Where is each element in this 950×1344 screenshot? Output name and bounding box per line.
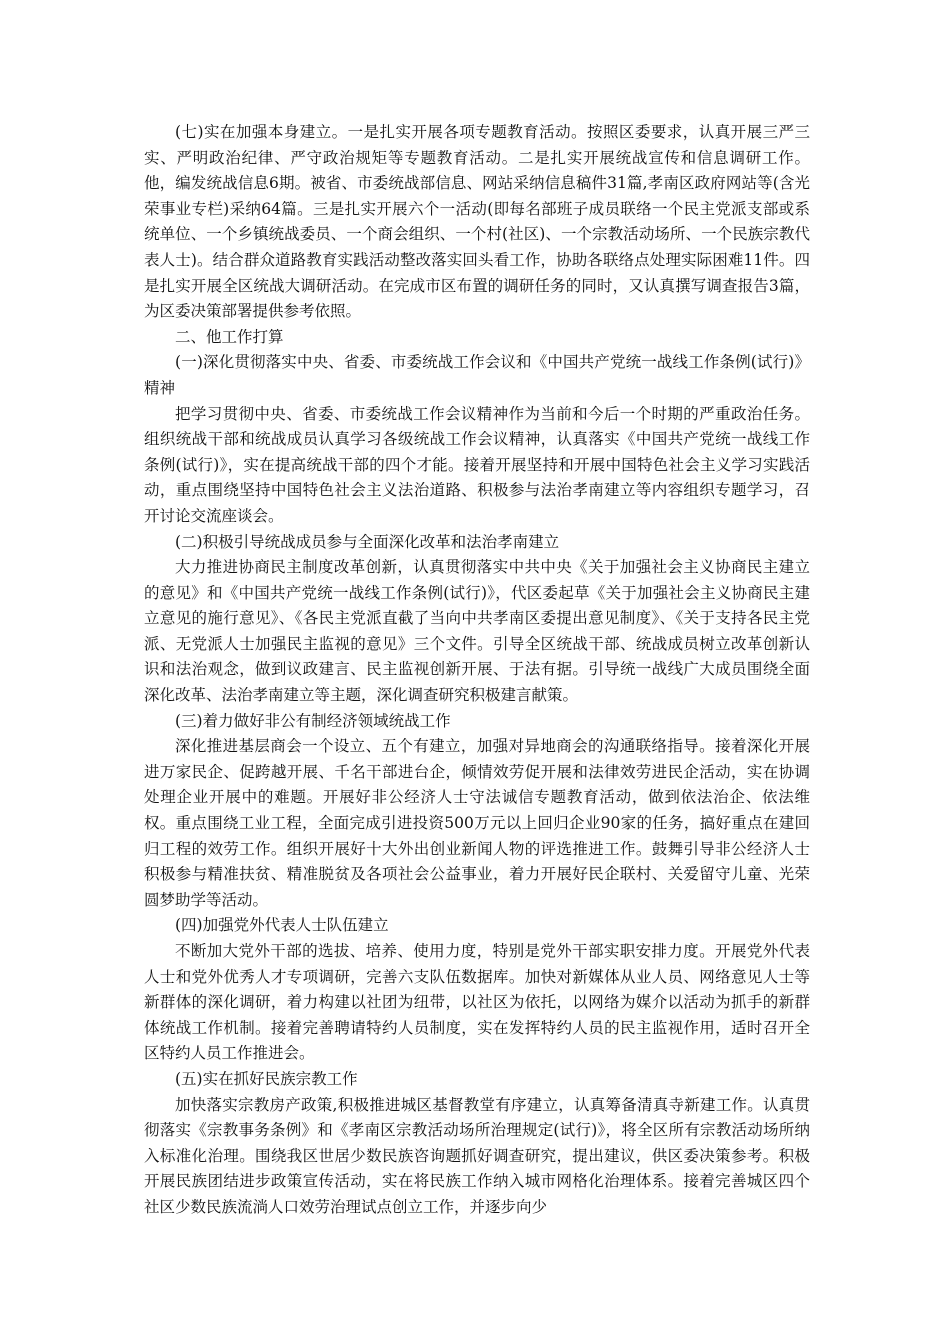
document-page	[144, 120, 810, 1221]
subheading-5: (五)实在抓好民族宗教工作	[175, 1069, 358, 1088]
paragraph-4: 不断加大党外干部的选拔、培养、使用力度，特别是党外干部实职安排力度。开展党外代表人士和党外优秀人才专项调研，完善六支队伍数据库。加快对新媒体从业人员、网络意见人士等新群体的深化调研，着力构建以社团为纽带，以社区为依托，以网络为媒介以活动为抓手的新群体统战工作机制。接着完善聘请特约人员制度，实在发挥特约人员的民主监视作用，适时召开全区特约人员工作推进会。	[144, 942, 810, 1063]
subheading-4: (四)加强党外代表人士队伍建立	[175, 916, 389, 935]
subheading-2: (二)积极引导统战成员参与全面深化改革和法治孝南建立	[175, 532, 560, 551]
paragraph-2: 大力推进协商民主制度改革创新，认真贯彻落实中共中央《关于加强社会主义协商民主建立的意见》和《中国共产党统一战线工作条例(试行)》，代区委起草《关于加强社会主义协商民主建立意见的施行意见》、《各民主党派直截了当向中共孝南区委提出意见制度》、《关于支持各民主党派、无党派人士加强民主监视的意见》三个文件。引导全区统战干部、统战成员树立改革创新认识和法治观念，做到议政建言、民主监视创新开展、于法有据。引导统一战线广大成员围绕全面深化改革、法治孝南建立等主题，深化调查研究积极建言献策。	[144, 558, 810, 705]
paragraph-1: 把学习贯彻中央、省委、市委统战工作会议精神作为当前和今后一个时期的严重政治任务。组织统战干部和统战成员认真学习各级统战工作会议精神，认真落实《中国共产党统一战线工作条例(试行)》，实在提高统战干部的四个才能。接着开展坚持和开展中国特色社会主义学习实践活动，重点围绕坚持中国特色社会主义法治道路、积极参与法治孝南建立等内容组织专题学习，召开讨论交流座谈会。	[144, 404, 810, 525]
subheading-3: (三)着力做好非公有制经济领域统战工作	[175, 711, 451, 730]
subheading-1: (一)深化贯彻落实中央、省委、市委统战工作会议和《中国共产党统一战线工作条例(试行)》精神	[144, 353, 810, 397]
paragraph-5: 加快落实宗教房产政策,积极推进城区基督教堂有序建立，认真筹备清真寺新建工作。认真贯彻落实《宗教事务条例》和《孝南区宗教活动场所治理规定(试行)》，将全区所有宗教活动场所纳入标准化治理。围绕我区世居少数民族咨询题抓好调查研究，提出建议，供区委决策参考。积极开展民族团结进步政策宣传活动，实在将民族工作纳入城市网格化治理体系。接着完善城区四个社区少数民族流淌人口效劳治理试点创立工作，并逐步向少	[144, 1095, 810, 1216]
paragraph-self-building: (七)实在加强本身建立。一是扎实开展各项专题教育活动。按照区委要求，认真开展三严三实、严明政治纪律、严守政治规矩等专题教育活动。二是扎实开展统战宣传和信息调研工作。他，编发统战信息6期。被省、市委统战部信息、网站采纳信息稿件31篇,孝南区政府网站等(含光荣事业专栏)采纳64篇。三是扎实开展六个一活动(即每名部班子成员联络一个民主党派支部或系统单位、一个乡镇统战委员、一个商会组织、一个村(社区)、一个宗教活动场所、一个民族宗教代表人士)。结合群众道路教育实践活动整改落实回头看工作，协助各联络点处理实际困难11件。四是扎实开展全区统战大调研活动。在完成市区布置的调研任务的同时，又认真撰写调查报告3篇，为区委决策部署提供参考依照。	[144, 123, 810, 321]
paragraph-3: 深化推进基层商会一个设立、五个有建立，加强对异地商会的沟通联络指导。接着深化开展进万家民企、促跨越开展、千名干部进台企，倾情效劳促开展和法律效劳进民企活动，实在协调处理企业开展中的难题。开展好非公经济人士守法诚信专题教育活动，做到依法治企、依法维权。重点围绕工业工程，全面完成引进投资500万元以上回归企业90家的任务，搞好重点在建回归工程的效劳工作。组织开展好十大外出创业新闻人物的评选推进工作。鼓舞引导非公经济人士积极参与精准扶贫、精准脱贫及各项社会公益事业，着力开展好民企联村、关爱留守儿童、光荣圆梦助学等活动。	[144, 737, 810, 909]
section-heading-work-plan: 二、他工作打算	[175, 327, 284, 346]
